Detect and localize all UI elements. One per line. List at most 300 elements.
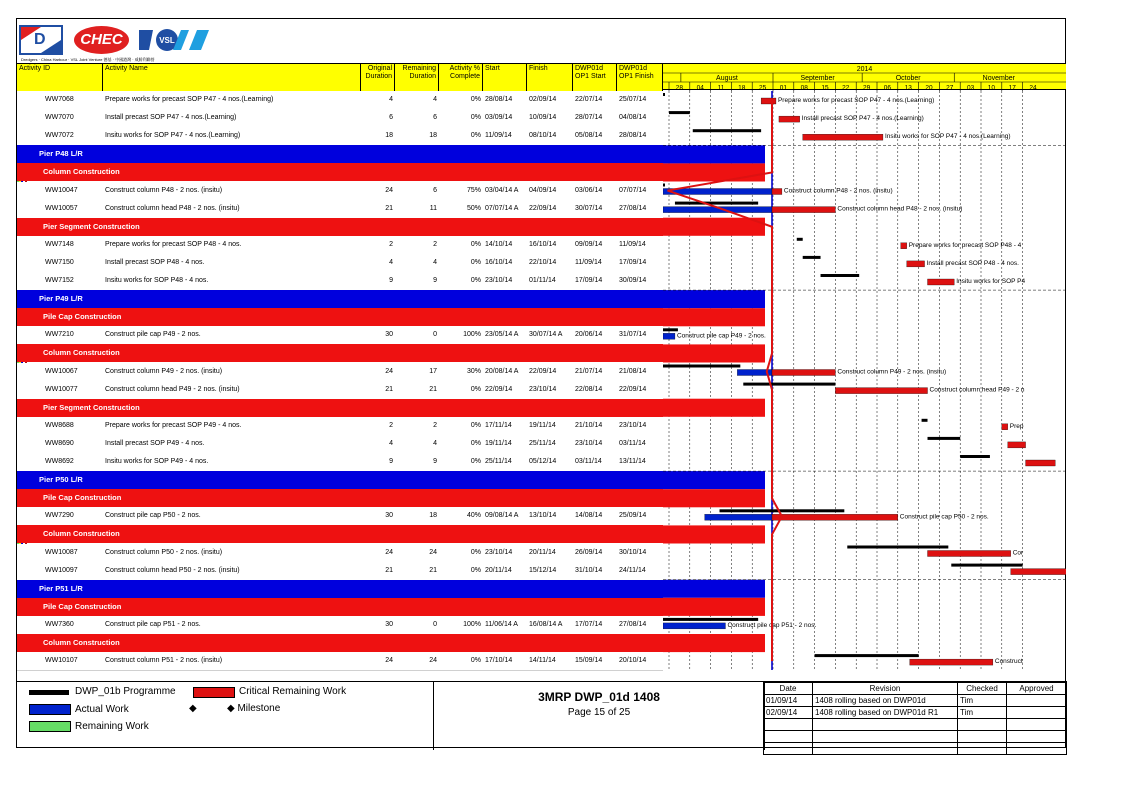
critical-bar — [772, 207, 835, 213]
revision-cell — [813, 731, 958, 743]
start-date: 07/07/14 A — [485, 204, 519, 212]
percent-complete: 0% — [470, 132, 481, 140]
bar-label: Construct pile cap P51 - 2 nos. — [727, 621, 817, 629]
activity-id: WW7070 — [45, 114, 74, 122]
remaining-duration: 9 — [433, 458, 437, 465]
start-date: 23/05/14 A — [485, 331, 519, 339]
legend-remaining: Remaining Work — [75, 721, 149, 732]
wbs-section-row — [17, 489, 663, 507]
percent-complete: 100% — [463, 620, 481, 628]
bar-label: Prepare works for precast SOP P47 - 4 nos.(Learning) — [777, 97, 935, 104]
baseline-bar — [675, 202, 758, 205]
timescale-week: 15 — [821, 84, 829, 91]
gantt-area — [663, 91, 1066, 670]
table-row — [17, 417, 663, 436]
activity-id: WW7072 — [45, 132, 74, 140]
op1-start-date: 05/08/14 — [575, 132, 603, 140]
table-row — [17, 453, 663, 472]
finish-date: 04/09/14 — [529, 186, 557, 194]
revision-cell: 01/09/14 — [764, 695, 813, 707]
timescale-week: 17 — [1008, 84, 1016, 91]
revision-cell — [813, 743, 958, 755]
remaining-duration: 6 — [433, 186, 437, 194]
activity-name: Prepare works for precast SOP P48 - 4 nos. — [105, 240, 242, 248]
revision-cell — [1007, 707, 1067, 719]
activity-id: WW10107 — [45, 657, 78, 665]
baseline-bar — [815, 654, 919, 657]
percent-complete: 0% — [470, 657, 481, 665]
remaining-duration: 4 — [433, 439, 437, 447]
op1-start-date: 15/09/14 — [575, 657, 603, 665]
op1-finish-date: 20/10/14 — [619, 657, 647, 665]
remaining-duration: 0 — [433, 331, 437, 339]
section-band — [663, 489, 765, 507]
table-row — [17, 363, 663, 382]
table-header — [17, 63, 663, 92]
timescale-header — [663, 63, 1066, 90]
progress-line — [668, 100, 782, 661]
table-row — [17, 616, 663, 635]
baseline-bar — [663, 328, 678, 331]
revision-cell — [764, 719, 813, 731]
wbs-label: Pier P49 L/R — [39, 294, 83, 304]
critical-bar — [907, 261, 925, 267]
wbs-label: Column Construction — [43, 529, 120, 539]
milestone-diamond-icon: ◆ — [189, 703, 197, 714]
wbs-pier-row — [17, 290, 663, 308]
wbs-label: Pier P51 L/R — [39, 583, 83, 593]
timescale-week: 25 — [758, 84, 767, 91]
page-number: Page 15 of 25 — [567, 707, 631, 718]
finish-date: 23/10/14 — [529, 385, 557, 393]
critical-bar — [803, 134, 883, 140]
revision-table — [763, 682, 1067, 750]
start-date: 20/11/14 — [485, 566, 512, 574]
original-duration: 6 — [389, 114, 393, 122]
revision-cell: 02/09/14 — [764, 707, 813, 719]
activity-name: Install precast SOP P47 - 4 nos.(Learning) — [105, 114, 237, 122]
op1-finish-date: 24/11/14 — [619, 566, 646, 574]
revision-cell — [813, 719, 958, 731]
start-date: 22/09/14 — [485, 385, 513, 393]
bar-label: Install precast SOP P48 - 4 nos. — [926, 259, 1019, 267]
timescale-month: October — [895, 75, 921, 82]
baseline-bar — [720, 509, 845, 512]
finish-date: 05/12/14 — [529, 458, 557, 465]
remaining-duration: 6 — [433, 114, 437, 122]
remaining-duration: 4 — [433, 96, 437, 103]
remaining-duration: 24 — [429, 548, 437, 556]
wbs-label: Column Construction — [43, 348, 120, 358]
vsl-logo — [139, 26, 209, 54]
table-row — [17, 435, 663, 454]
wbs-label: Column Construction — [43, 638, 120, 647]
bar-label: Construct pile cap P49 - 2 nos. — [676, 332, 766, 340]
op1-start-date: 17/09/14 — [575, 277, 603, 284]
table-row — [17, 326, 663, 345]
start-date: 11/06/14 A — [485, 620, 518, 628]
wbs-pier-row — [17, 471, 663, 489]
timescale-week: 27 — [946, 84, 954, 91]
section-band — [663, 525, 765, 543]
revision-cell: 1408 rolling based on DWP01d R1 — [813, 707, 958, 719]
finish-date: 02/09/14 — [529, 96, 557, 103]
percent-complete: 0% — [470, 421, 481, 429]
remaining-duration: 0 — [433, 620, 437, 628]
revision-row — [764, 731, 1067, 743]
timescale-year: 2014 — [856, 66, 873, 73]
finish-date: 22/09/14 — [529, 204, 557, 212]
percent-complete: 100% — [463, 331, 481, 339]
original-duration: 24 — [385, 186, 393, 194]
original-duration: 2 — [389, 421, 393, 429]
document-title: 3MRP DWP_01d 1408 — [538, 690, 660, 704]
op1-finish-date: 13/11/14 — [619, 458, 646, 465]
original-duration: 30 — [385, 331, 393, 339]
activity-name: Construct column head P48 - 2 nos. (insitu) — [105, 204, 240, 212]
finish-date: 13/10/14 — [529, 512, 557, 520]
activity-id: WW10087 — [45, 548, 78, 556]
baseline-bar — [663, 618, 758, 621]
table-row — [17, 544, 663, 563]
pier-band — [663, 290, 765, 308]
wbs-section-row — [17, 344, 663, 362]
revision-cell — [1007, 743, 1067, 755]
finish-date: 01/11/14 — [529, 277, 556, 284]
op1-start-date: 03/06/14 — [575, 186, 603, 194]
original-duration: 9 — [389, 277, 393, 284]
critical-bar — [772, 370, 835, 376]
start-date: 14/10/14 — [485, 240, 513, 248]
op1-finish-date: 07/07/14 — [619, 186, 647, 194]
col-op1-start: DWP01d OP1 Start — [573, 64, 617, 91]
activity-id: WW8688 — [45, 421, 74, 429]
revision-header: Revision — [813, 683, 958, 695]
section-band — [663, 399, 765, 417]
op1-start-date: 14/08/14 — [575, 512, 603, 520]
original-duration: 21 — [385, 385, 393, 393]
legend-actual: Actual Work — [75, 704, 129, 715]
percent-complete: 40% — [466, 512, 481, 520]
bar-label: Construct pile cap P50 - 2 nos. — [899, 513, 989, 521]
finish-date: 22/09/14 — [529, 367, 557, 375]
bar-label: Cor — [1012, 549, 1024, 557]
critical-bar — [772, 514, 898, 520]
timescale-week: 03 — [966, 84, 975, 91]
activity-name: Insitu works for SOP P47 - 4 nos.(Learning) — [105, 132, 241, 140]
activity-name: Install precast SOP P48 - 4 nos. — [105, 258, 205, 266]
percent-complete: 0% — [470, 458, 481, 465]
baseline-bar — [960, 455, 990, 458]
op1-finish-date: 04/08/14 — [619, 114, 647, 122]
revision-cell — [764, 731, 813, 743]
start-date: 25/11/14 — [485, 458, 512, 465]
op1-finish-date: 31/07/14 — [619, 331, 647, 339]
op1-start-date: 26/09/14 — [575, 548, 603, 556]
op1-start-date: 20/06/14 — [575, 331, 603, 339]
activity-id: WW10047 — [45, 186, 78, 194]
op1-finish-date: 22/09/14 — [619, 385, 647, 393]
wbs-label: Pier Segment Construction — [43, 402, 140, 412]
wbs-label: Pier Segment Construction — [43, 221, 140, 231]
op1-start-date: 22/08/14 — [575, 385, 603, 393]
timescale-week: 18 — [738, 84, 746, 91]
wbs-section-row — [17, 399, 663, 417]
remaining-duration: 2 — [433, 240, 437, 248]
baseline-bar — [663, 365, 740, 368]
op1-start-date: 03/11/14 — [575, 458, 602, 465]
table-row — [17, 272, 663, 291]
revision-cell: Tim — [958, 707, 1007, 719]
activity-id: WW7068 — [45, 96, 74, 103]
op1-finish-date: 23/10/14 — [619, 421, 647, 429]
start-date: 28/08/14 — [485, 96, 513, 103]
activity-name: Construct column head P50 - 2 nos. (insitu) — [105, 566, 240, 574]
table-row — [17, 507, 663, 526]
activity-id: WW10077 — [45, 385, 78, 393]
percent-complete: 0% — [470, 96, 481, 103]
table-row — [17, 652, 663, 671]
baseline-bar — [928, 437, 961, 440]
op1-finish-date: 25/09/14 — [619, 512, 647, 520]
bar-label: Insitu works for SOP P4 — [956, 278, 1026, 285]
baseline-bar — [951, 564, 1022, 567]
legend-critical: Critical Remaining Work — [239, 686, 347, 697]
col-activity-id: Activity ID — [17, 64, 103, 91]
gantt-chart — [663, 63, 1066, 670]
activity-name: Prepare works for precast SOP P47 - 4 nos.(Learning) — [105, 96, 274, 103]
bar-label: Install precast SOP P47 - 4 nos.(Learning) — [801, 115, 924, 123]
table-row — [17, 91, 663, 110]
op1-start-date: 22/07/14 — [575, 96, 603, 103]
baseline-bar — [663, 184, 665, 187]
remaining-duration: 2 — [433, 421, 437, 429]
actual-bar — [705, 514, 772, 520]
critical-bar — [835, 388, 927, 394]
bar-label: Construct column head P48 - 2 nos. (insitu) — [837, 205, 963, 213]
op1-finish-date: 25/07/14 — [619, 96, 647, 103]
revision-row — [764, 707, 1067, 719]
percent-complete: 0% — [470, 566, 481, 574]
chec-logo: CHEC — [74, 26, 129, 54]
wbs-section-row — [17, 525, 663, 543]
finish-date: 19/11/14 — [529, 421, 556, 429]
baseline-bar — [669, 111, 690, 114]
finish-date: 25/11/14 — [529, 439, 556, 447]
finish-date: 10/09/14 — [529, 114, 557, 122]
section-band — [663, 634, 765, 652]
op1-finish-date: 21/08/14 — [619, 367, 647, 375]
finish-date: 08/10/14 — [529, 132, 557, 140]
op1-finish-date: 17/09/14 — [619, 258, 647, 266]
critical-bar — [761, 98, 776, 104]
table-row — [17, 236, 663, 255]
critical-bar — [928, 551, 1011, 557]
activity-id: WW10097 — [45, 566, 78, 574]
start-date: 20/08/14 A — [485, 367, 519, 375]
timescale-week: 01 — [779, 84, 788, 91]
wbs-pier-row — [17, 580, 663, 598]
wbs-label: Column Construction — [43, 167, 120, 177]
bar-label: Construct — [994, 658, 1023, 666]
legend-milestone: ◆ Milestone — [227, 703, 281, 714]
activity-name: Construct pile cap P51 - 2 nos. — [105, 620, 201, 628]
col-activity-name: Activity Name — [103, 64, 361, 91]
baseline-bar — [847, 546, 948, 549]
op1-finish-date: 28/08/14 — [619, 132, 647, 140]
op1-finish-date: 27/08/14 — [619, 204, 647, 212]
company-subtitle: Dredgers · China Harbour · VSL Joint Venture 德基 · 中國港灣 · 威勝利聯營 — [21, 57, 155, 62]
section-band — [663, 163, 765, 181]
start-date: 03/04/14 A — [485, 186, 519, 194]
start-date: 17/10/14 — [485, 657, 513, 665]
finish-date: 16/08/14 A — [529, 620, 563, 628]
wbs-section-row — [17, 163, 663, 181]
svg-text:VSL: VSL — [159, 36, 175, 45]
op1-start-date: 28/07/14 — [575, 114, 603, 122]
activity-id: WW10057 — [45, 204, 78, 212]
bar-label: Construct column P49 - 2 nos. (insitu) — [837, 368, 947, 376]
activity-id: WW7148 — [45, 240, 74, 248]
wbs-label: Pier P48 L/R — [39, 149, 83, 159]
critical-bar — [772, 189, 782, 195]
start-date: 16/10/14 — [485, 258, 513, 266]
activity-name: Insitu works for SOP P48 - 4 nos. — [105, 277, 209, 284]
revision-header: Date — [764, 683, 813, 695]
critical-swatch — [193, 687, 235, 698]
remaining-duration: 24 — [429, 657, 437, 665]
revision-cell — [1007, 731, 1067, 743]
op1-start-date: 31/10/14 — [575, 566, 603, 574]
wbs-label: Pile Cap Construction — [43, 493, 122, 503]
start-date: 03/09/14 — [485, 114, 513, 122]
table-row — [17, 109, 663, 128]
activity-name: Prepare works for precast SOP P49 - 4 nos. — [105, 421, 242, 429]
wbs-label: Pile Cap Construction — [43, 312, 122, 322]
op1-finish-date: 03/11/14 — [619, 439, 646, 447]
activity-name: Construct pile cap P49 - 2 nos. — [105, 331, 201, 339]
section-band — [663, 598, 765, 616]
op1-start-date: 30/07/14 — [575, 204, 603, 212]
col-finish: Finish — [527, 64, 573, 91]
revision-cell — [764, 743, 813, 755]
pier-band — [663, 580, 765, 598]
finish-date: 14/11/14 — [529, 657, 556, 665]
baseline-swatch — [29, 690, 69, 695]
timescale-week: 06 — [883, 84, 892, 91]
op1-start-date: 21/07/14 — [575, 367, 603, 375]
timescale-week: 20 — [925, 84, 933, 91]
original-duration: 18 — [385, 132, 393, 140]
activity-name: Construct pile cap P50 - 2 nos. — [105, 512, 201, 520]
section-band — [663, 308, 765, 326]
percent-complete: 0% — [470, 277, 481, 284]
col-original-duration: Original Duration — [361, 64, 395, 91]
activity-id: WW7360 — [45, 620, 74, 628]
critical-bar — [779, 116, 800, 122]
critical-bar — [928, 279, 955, 285]
timescale-week: 13 — [904, 84, 912, 91]
bar-label: Construct column P48 - 2 nos. (insitu) — [783, 187, 893, 195]
table-row — [17, 381, 663, 400]
revision-header: Checked — [958, 683, 1007, 695]
start-date: 09/08/14 A — [485, 512, 519, 520]
original-duration: 24 — [385, 657, 393, 665]
op1-start-date: 11/09/14 — [575, 258, 602, 266]
start-date: 19/11/14 — [485, 439, 512, 447]
baseline-bar — [663, 93, 665, 96]
actual-swatch — [29, 704, 71, 715]
activity-id: WW8690 — [45, 439, 74, 447]
baseline-bar — [693, 129, 761, 132]
percent-complete: 0% — [470, 548, 481, 556]
title-block — [433, 682, 765, 750]
remaining-duration: 4 — [433, 258, 437, 266]
table-row — [17, 254, 663, 273]
finish-date: 16/10/14 — [529, 240, 557, 248]
timescale-week: 29 — [862, 84, 871, 91]
revision-row — [764, 695, 1067, 707]
op1-finish-date: 30/09/14 — [619, 277, 647, 284]
original-duration: 9 — [389, 458, 393, 465]
legend-footer — [17, 681, 1067, 750]
start-date: 23/10/14 — [485, 548, 513, 556]
timescale-month: August — [716, 75, 738, 82]
remaining-duration: 11 — [429, 204, 437, 212]
revision-row — [764, 743, 1067, 755]
remaining-duration: 9 — [433, 277, 437, 284]
wbs-section-row — [17, 634, 663, 652]
wbs-label: Pier P50 L/R — [39, 475, 83, 485]
baseline-bar — [821, 274, 860, 277]
bar-label: Construct column head P49 - 2 n — [929, 386, 1025, 394]
original-duration: 4 — [389, 96, 393, 103]
finish-date: 20/11/14 — [529, 548, 556, 556]
col-percent-complete: Activity % Complete — [439, 64, 483, 91]
activity-id: WW7150 — [45, 258, 74, 266]
baseline-bar — [922, 419, 928, 422]
critical-bar — [910, 659, 993, 665]
table-row — [17, 127, 663, 146]
wbs-label: Pile Cap Construction — [43, 601, 122, 611]
revision-cell — [958, 731, 1007, 743]
percent-complete: 0% — [470, 439, 481, 447]
critical-bar — [1011, 569, 1066, 575]
original-duration: 4 — [389, 258, 393, 266]
remaining-duration: 17 — [429, 367, 437, 375]
revision-header: Approved — [1007, 683, 1067, 695]
op1-start-date: 23/10/14 — [575, 439, 603, 447]
original-duration: 24 — [385, 548, 393, 556]
original-duration: 24 — [385, 367, 393, 375]
timescale-week: 04 — [696, 84, 704, 91]
table-row — [17, 200, 663, 219]
op1-finish-date: 27/08/14 — [619, 620, 647, 628]
original-duration: 21 — [385, 566, 393, 574]
percent-complete: 30% — [466, 367, 481, 375]
activity-id: WW8692 — [45, 458, 74, 465]
op1-finish-date: 11/09/14 — [619, 240, 646, 248]
op1-start-date: 09/09/14 — [575, 240, 603, 248]
legend-baseline: DWP_01b Programme — [75, 686, 176, 697]
percent-complete: 0% — [470, 240, 481, 248]
col-op1-finish: DWP01d OP1 Finish — [617, 64, 663, 91]
op1-finish-date: 30/10/14 — [619, 548, 647, 556]
timescale-week: 08 — [800, 84, 808, 91]
original-duration: 21 — [385, 204, 393, 212]
activity-id: WW10067 — [45, 367, 78, 375]
section-band — [663, 344, 765, 362]
